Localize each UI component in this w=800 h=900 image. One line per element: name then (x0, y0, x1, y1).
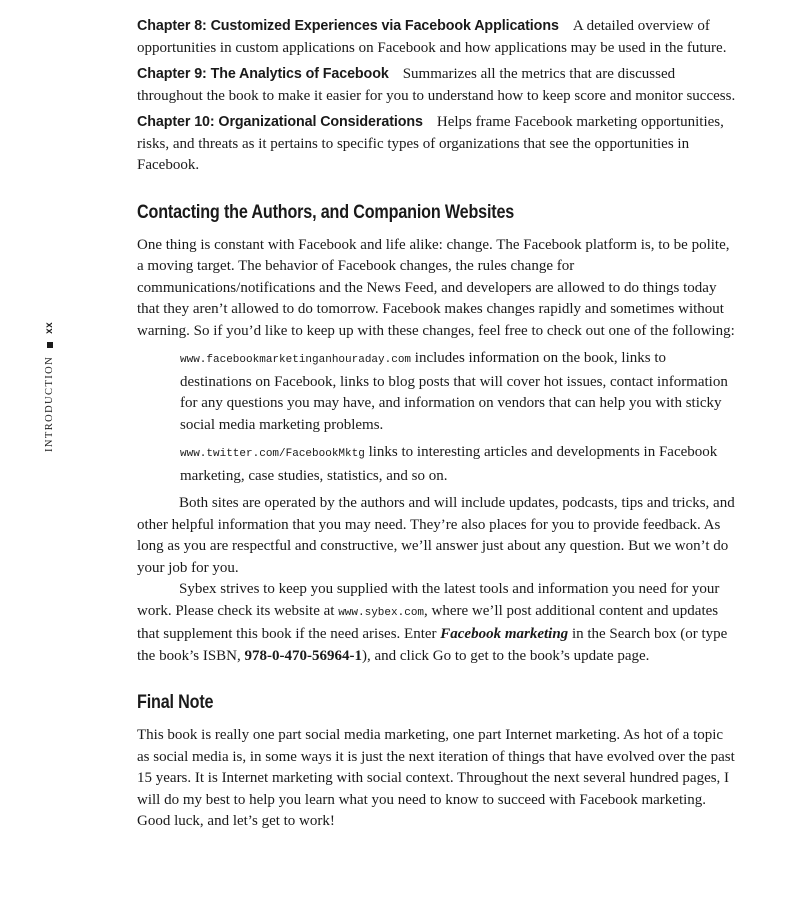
site-entry (180, 442, 737, 487)
text-run: , where we’ll post additional content and updates that supplement this book if the need arises. Enter (137, 602, 719, 642)
site-description: includes information on the book, links to destinations on Facebook, links to blog posts that will cover hot issues, contact information for any questions you may have, and information on vendors that can help you with sticky social media marketing problems. (180, 350, 728, 433)
site-url-link[interactable]: www.facebookmarketinganhouraday.com (180, 354, 412, 366)
running-sidebar (44, 322, 58, 452)
page-number: xx (44, 321, 55, 334)
chapter-description: A detailed overview of opportunities in custom applications on Facebook and how applications may be used in the future. (137, 18, 727, 56)
search-term: Facebook marketing (440, 626, 569, 642)
contact-heading: Contacting the Authors, and Companion Websites (137, 201, 515, 223)
sybex-url-link[interactable]: www.sybex.com (338, 606, 425, 619)
text-run: in the Search box (or type the book’s ISBN, (137, 626, 728, 664)
chapter-label: Chapter 8: Customized Experiences via Facebook Applications (137, 18, 559, 34)
text-run: Sybex strives to keep you supplied with the latest tools and information you need for your work. Please check its website at (137, 581, 720, 619)
site-entry (180, 348, 737, 436)
both-sites-paragraph: Both sites are operated by the authors and will include updates, podcasts, tips and tricks, and other helpful information that you may need. They’re also places for you to provide feedback. As long as you are respectful and constructive, we’ll answer just about any question. But we won’t do your job for you. (137, 495, 735, 576)
final-note-text: This book is really one part social media marketing, one part Internet marketing. As hot of a topic as social media is, in some ways it is just the next iteration of things that have evolved over the past 15 years. It is Internet marketing with social context. Throughout the next several hundred pages, I will do my best to help you learn what you need to know to succeed with Facebook marketing. Good luck, and let’s get to work! (137, 727, 735, 829)
contact-intro: One thing is constant with Facebook and life alike: change. The Facebook platform is, to be polite, a moving target. The behavior of Facebook changes, the rules change for communications/notifications and the News Feed, and developers are allowed to do things today that they aren’t allowed to do tomorrow. Facebook makes changes rapidly and sometimes without warning. So if you’d like to keep up with these changes, feel free to check out one of the following: (137, 236, 735, 339)
site-list (180, 348, 737, 487)
site-url-link[interactable]: www.twitter.com/FacebookMktg (180, 448, 365, 460)
isbn: 978-0-470-56964-1 (244, 647, 362, 664)
text-run: ), and click Go to get to the book’s update page. (362, 647, 650, 664)
chapter-description: Helps frame Facebook marketing opportunities, risks, and threats as it pertains to specific types of organizations that see the opportunities in Facebook. (137, 114, 724, 173)
site-description: links to interesting articles and developments in Facebook marketing, case studies, statistics, and so on. (180, 444, 718, 484)
chapter-entry (137, 64, 737, 107)
chapter-label: Chapter 9: The Analytics of Facebook (137, 66, 389, 82)
chapter-label: Chapter 10: Organizational Considerations (137, 114, 423, 130)
final-note-heading: Final Note (137, 692, 214, 713)
sybex-paragraph (137, 579, 737, 667)
section-label: INTRODUCTION (44, 355, 55, 452)
page-body (137, 16, 737, 833)
chapter-description: Summarizes all the metrics that are discussed throughout the book to make it easier for you to understand how to keep score and monitor success. (137, 66, 736, 104)
chapter-entry (137, 16, 737, 59)
square-bullet-icon (47, 342, 53, 348)
chapter-entry (137, 112, 737, 177)
